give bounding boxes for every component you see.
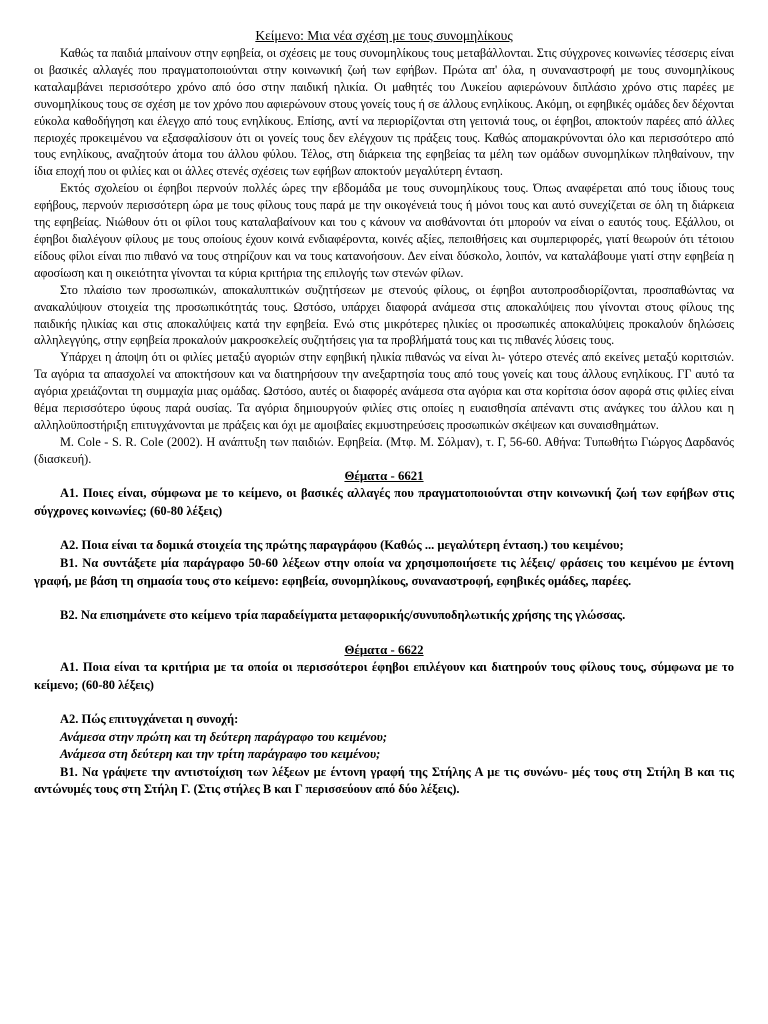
question-a1-6621: Α1. Ποιες είναι, σύμφωνα με το κείμενο, οι βασικές αλλαγές που πραγματοποιούνται στην κοινωνική ζωή των εφήβων στις σύγχρονες κοινωνίες; (60-80 λέξεις) [34,486,734,518]
question-a1-6622: Α1. Ποια είναι τα κριτήρια με τα οποία οι περισσότεροι έφηβοι επιλέγουν και διατηρούν τους φίλους τους, σύμφωνα με το κείμενο; (60-80 λέξεις) [34,660,734,692]
document-title: Κείμενο: Μια νέα σχέση με τους συνομηλίκους [255,28,513,43]
question-a2-sub-2: Ανάμεσα στη δεύτερη και την τρίτη παράγραφο του κειμένου; [60,747,381,762]
question-b1-6621: Β1. Να συντάξετε μία παράγραφο 50-60 λέξεων στην οποία να χρησιμοποιήσετε τις λέξεις/ φράσεις του κειμένου με έντονη γραφή, με βάση τη σημασία τους στο κείμενο: εφηβεία, συνομηλίκους, συναναστροφή, εφηβικές ομάδες, παρέες. [34,555,734,588]
source-citation: M. Cole - S. R. Cole (2002). Η ανάπτυξη των παιδιών. Εφηβεία. (Μτφ. Μ. Σόλμαν), τ. Γ, 56-60. Αθήνα: Τυπωθήτω Γιώργος Δαρδανός (διασκευή). [34,434,734,466]
question-b2-6621: Β2. Να επισημάνετε στο κείμενο τρία παραδείγματα μεταφορικής/συνυποδηλωτικής χρήσης της γλώσσας. [60,608,626,623]
question-a2-6621: Α2. Ποια είναι τα δομικά στοιχεία της πρώτης παραγράφου (Καθώς ... μεγαλύτερη ένταση.) του κειμένου; [60,538,624,553]
question-a2-sub-1: Ανάμεσα στην πρώτη και τη δεύτερη παράγραφο του κειμένου; [60,730,387,744]
paragraph-3: Στο πλαίσιο των προσωπικών, αποκαλυπτικών συζητήσεων με στενούς φίλους, οι έφηβοι αυτοπροσδιορίζονται, προσπαθώντας να ανακαλύψουν στοιχεία της προσωπικότητάς τους. Ωστόσο, υπάρχει διαφορά ανάμεσα στις αποκαλύψεις που γίνονται στους φίλους της παιδικής ηλικίας και στις αποκαλύψεις κατά την εφηβεία. Ενώ στις μικρότερες ηλικίες οι προσωπικές αποκαλύψεις προκαλούν δηλώσεις αλληλεγγύης, στην εφηβεία προκαλούν μακροσκελείς συζητήσεις για τα προβλήματά τους και τις πιθανές λύσεις τους. [34,282,734,348]
paragraph-1: Καθώς τα παιδιά μπαίνουν στην εφηβεία, οι σχέσεις με τους συνομηλίκους τους μεταβάλλονται. Στις σύγχρονες κοινωνίες τέσσερις είναι οι βασικές αλλαγές που πραγματοποιούνται στην κοινωνική ζωή των εφήβων. Πρώτα απ' όλα, η συναναστροφή με τους συνομηλίκους καταλαμβάνει περισσότερο χρόνο από όσο στην παιδική ηλικία. Οι μαθητές του Λυκείου αφιερώνουν διπλάσιο χρόνο στις παρέες με συνομηλίκους τους σε σχέση με τον χρόνο που αφιερώνουν στους γονείς τους ή σε άλλους ενηλίκους. Ακόμη, οι εφηβικές ομάδες δεν δέχονται εύκολα καθοδήγηση και έλεγχο από τους ενηλίκους. Επίσης, αντί να περιορίζονται στη γειτονιά τους, οι έφηβοι, αποκτούν παρέες από άλλες περιοχές προκειμένου να εξασφαλίσουν ότι οι γονείς τους δεν ελέγχουν τις πράξεις τους. Καθώς απομακρύνονται όλο και περισσότερο από τους ενηλίκους, αναζητούν άτομα του άλλου φύλου. Τέλος, στη διάρκεια της εφηβείας τα μέλη των ομάδων συνομηλίκων πληθαίνουν, την ίδια εποχή που οι φιλίες και οι άλλες στενές σχέσεις των εφήβων αποκτούν μεγαλύτερη ένταση. [34,46,734,179]
paragraph-2: Εκτός σχολείου οι έφηβοι περνούν πολλές ώρες την εβδομάδα με τους συνομηλίκους τους. Όπως αναφέρεται από τους ίδιους τους εφήβους, περνούν περισσότερη ώρα με τους φίλους τους παρά με την οικογένειά τους ή μόνοι τους και αυτό συνεχίζεται σε όλη τη διάρκεια της εφηβείας. Νιώθουν ότι οι φίλοι τους καταλαβαίνουν και του ς κάνουν να αισθάνονται ότι μπορούν να είναι ο εαυτός τους. Εξάλλου, οι έφηβοι διαλέγουν φίλους με τους οποίους έχουν κοινά ενδιαφέροντα, κοινές αξίες, πεποιθήσεις και συμπεριφορές, γιατί θεωρούν ότι τέτοιου είδους φίλοι είναι πιο πιθανό να τους στηρίζουν και να τους κατανοήσουν. Δεν είναι δύσκολο, λοιπόν, να καταλάβουμε γιατί στην εφηβεία η αφοσίωση και η οικειότητα γίνονται τα κύρια κριτήρια της επιλογής των στενών φίλων. [34,181,734,280]
section-title-6622: Θέματα - 6622 [344,642,424,657]
question-b1-6622: Β1. Να γράψετε την αντιστοίχιση των λέξεων με έντονη γραφή της Στήλης Α με τις συνώνυ- μές τους στη Στήλη Β και τις αντώνυμές τους στη Στήλη Γ. (Στις στήλες Β και Γ περισσεύουν από δύο λέξεις). [34,764,734,797]
question-a2-6622: Α2. Πώς επιτυγχάνεται η συνοχή: [60,712,239,727]
paragraph-4: Υπάρχει η άποψη ότι οι φιλίες μεταξύ αγοριών στην εφηβική ηλικία πιθανώς να είναι λι- γότερο στενές από εκείνες μεταξύ κοριτσιών. Τα αγόρια τα απασχολεί να αποκτήσουν και να διατηρήσουν την ανεξαρτησία τους από τους γονείς και τους άλλους ενηλίκους. ΓΓ αυτό τα αγόρια χρειάζονται τη συμμαχία μιας ομάδας. Ωστόσο, αυτές οι διαφορές ανάμεσα στα αγόρια και στα κορίτσια όσον αφορά στις φιλίες είναι θέμα περισσότερο ύφους παρά ουσίας. Τα αγόρια δημιουργούν φιλίες στις οποίες η ευαισθησία απέναντι στις ανάγκες του άλλου και η αλληλοϋποστήριξη επιτυγχάνονται με πράξεις και όχι με αμοιβαίες εκμυστηρεύσεις προσωπικών σκέψεων και συναισθημάτων. [34,350,734,432]
section-title-6621: Θέματα - 6621 [344,468,424,483]
